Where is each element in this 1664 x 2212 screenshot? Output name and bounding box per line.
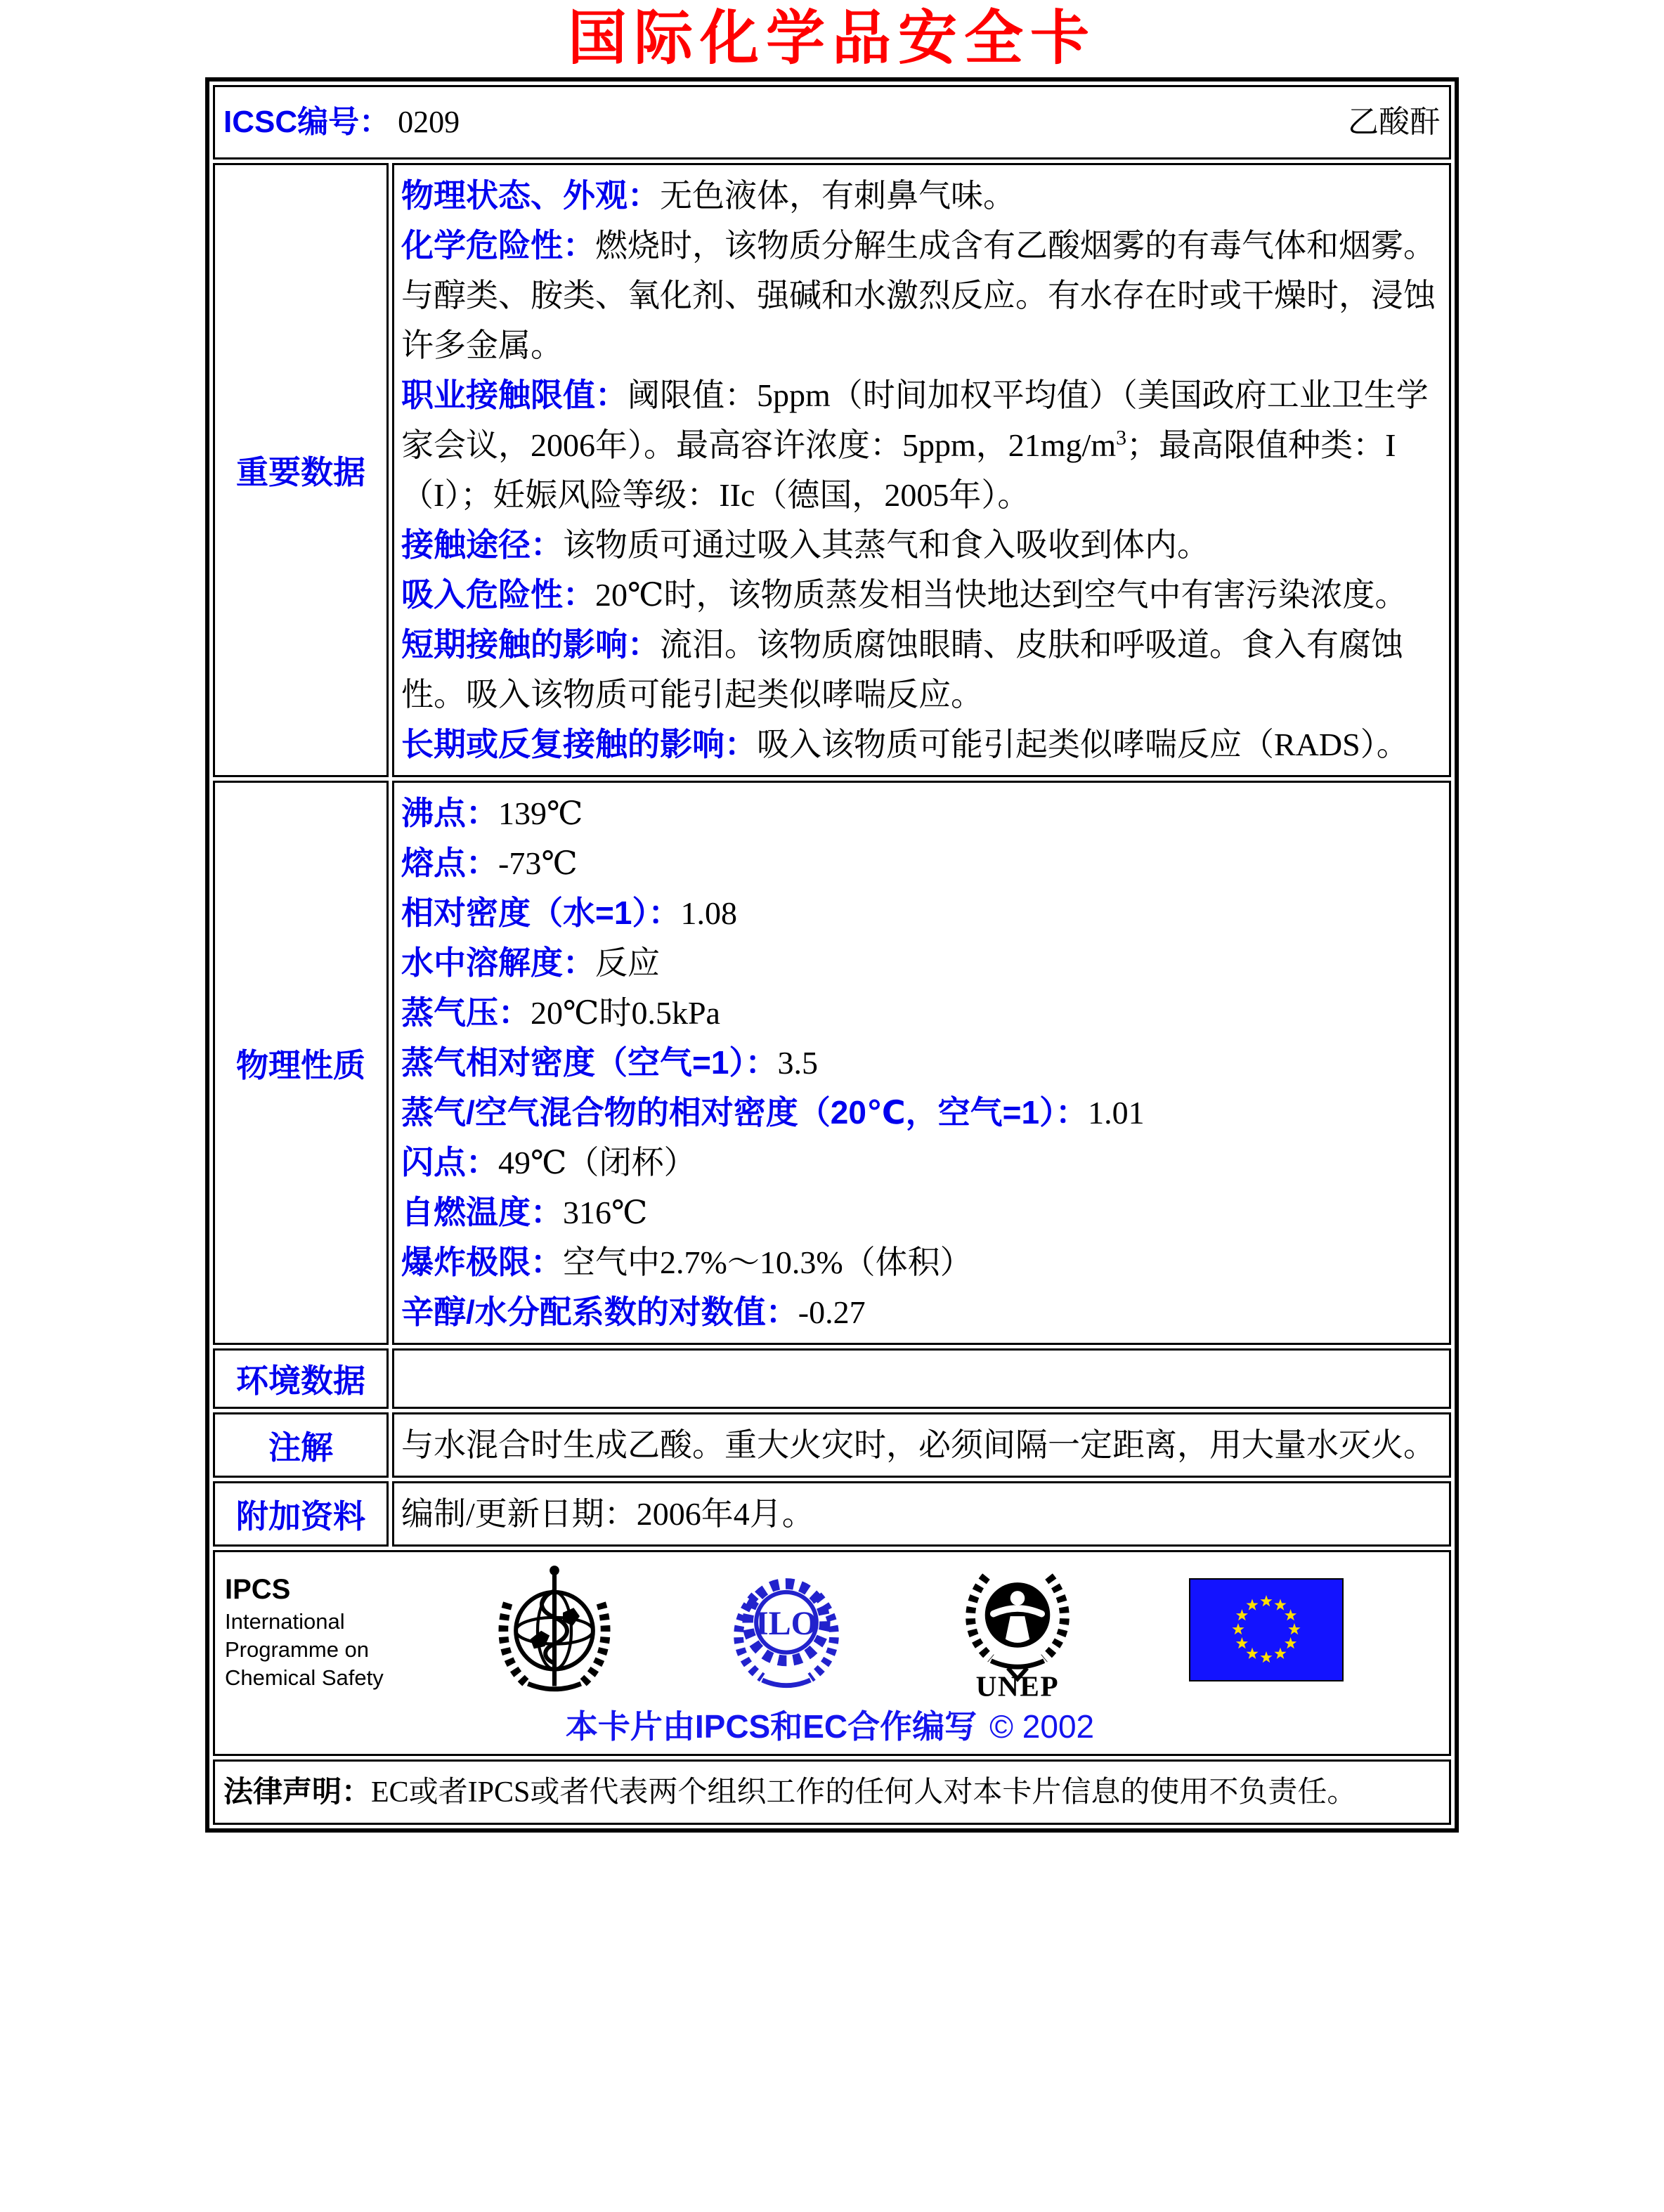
ipcs-title: IPCS — [225, 1573, 291, 1605]
environmental-data-label: 环境数据 — [213, 1348, 389, 1409]
important-data-label: 重要数据 — [213, 163, 389, 777]
eu-flag-icon — [1189, 1578, 1344, 1685]
logos-row — [213, 1550, 1451, 1756]
ilo-logo-icon — [726, 1562, 847, 1700]
physical-property-item: 水中溶解度：反应 — [401, 944, 660, 981]
physical-property-item: 相对密度（水=1）：1.08 — [401, 894, 737, 931]
page-title: 国际化学品安全卡 — [567, 6, 1096, 72]
additional-info-row — [213, 1481, 1451, 1547]
superscript-3: 3 — [1116, 426, 1127, 450]
icsc-number-label: ICSC编号： — [223, 105, 391, 139]
physical-property-item: 沸点：139℃ — [401, 795, 583, 831]
physical-property-item: 熔点：-73℃ — [401, 845, 578, 881]
cooperation-caption — [225, 1706, 1435, 1747]
important-data-item: 短期接触的影响：流泪。该物质腐蚀眼睛、皮肤和呼吸道。食入有腐蚀性。吸入该物质可能引起类似哮喘反应。 — [401, 626, 1403, 713]
physical-properties-label: 物理性质 — [213, 781, 389, 1345]
environmental-data-row — [213, 1348, 1451, 1409]
important-data-row — [213, 163, 1451, 777]
physical-property-item: 蒸气/空气混合物的相对密度（20℃，空气=1）：1.01 — [401, 1094, 1145, 1131]
icsc-number-group — [223, 101, 460, 143]
caption-text: 本卡片由IPCS和EC合作编写 — [565, 1708, 977, 1745]
unep-logo-text: UNEP — [976, 1670, 1060, 1697]
important-data-item: 长期或反复接触的影响：吸入该物质可能引起类似哮喘反应（RADS）。 — [401, 726, 1409, 762]
legal-label: 法律声明： — [223, 1775, 372, 1808]
important-data-item: 化学危险性：燃烧时，该物质分解生成含有乙酸烟雾的有毒气体和烟雾。与醇类、胺类、氧化剂、强碱和水激烈反应。有水存在时或干燥时，浸蚀许多金属。 — [401, 227, 1436, 363]
additional-info-label: 附加资料 — [213, 1481, 389, 1547]
physical-property-item: 自燃温度：316℃ — [401, 1194, 648, 1230]
unep-logo-icon — [957, 1562, 1078, 1700]
logo-strip — [225, 1562, 1435, 1700]
icsc-card-table — [205, 77, 1459, 1833]
chemical-name: 乙酸酐 — [1348, 105, 1441, 139]
legal-row — [213, 1759, 1451, 1825]
icsc-number-value: 0209 — [398, 105, 460, 139]
notes-content: 与水混合时生成乙酸。重大火灾时，必须间隔一定距离，用大量水灭火。 — [392, 1412, 1451, 1478]
important-data-item: 吸入危险性：20℃时，该物质蒸发相当快地达到空气中有害污染浓度。 — [401, 576, 1408, 613]
physical-property-item: 蒸气压：20℃时0.5kPa — [401, 994, 720, 1031]
physical-property-item: 辛醇/水分配系数的对数值：-0.27 — [401, 1294, 866, 1330]
header-row — [213, 85, 1451, 160]
ilo-logo-text: ILO — [755, 1604, 817, 1642]
physical-properties-row — [213, 781, 1451, 1345]
additional-info-content: 编制/更新日期：2006年4月。 — [392, 1481, 1451, 1547]
who-logo-icon — [494, 1562, 615, 1700]
physical-property-item: 闪点：49℃（闭杯） — [401, 1144, 696, 1180]
header-cell — [213, 85, 1451, 160]
notes-label: 注解 — [213, 1412, 389, 1478]
important-data-item: 物理状态、外观：无色液体，有刺鼻气味。 — [401, 177, 1015, 214]
copyright-text: © 2002 — [989, 1708, 1095, 1745]
physical-properties-content — [392, 781, 1451, 1345]
ipcs-text-block: IPCS International Programme on Chemical Safety — [225, 1571, 384, 1692]
environmental-data-content — [392, 1348, 1451, 1409]
physical-property-item: 蒸气相对密度（空气=1）：3.5 — [401, 1044, 818, 1081]
important-data-item: 接触途径：该物质可通过吸入其蒸气和食入吸收到体内。 — [401, 526, 1209, 563]
logos-cell — [213, 1550, 1451, 1756]
legal-text: EC或者IPCS或者代表两个组织工作的任何人对本卡片信息的使用不负责任。 — [371, 1776, 1357, 1809]
notes-row — [213, 1412, 1451, 1478]
important-data-content — [392, 163, 1451, 777]
important-data-item: 职业接触限值：阈限值：5ppm（时间加权平均值）（美国政府工业卫生学家会议，2006年）。最高容许浓度：5ppm，$21mg/m^3$；最高限值种类：I（I）；妊娠风险等级：IIc（德国，2005年）。 — [401, 377, 1429, 513]
legal-cell — [213, 1759, 1451, 1825]
physical-property-item: 爆炸极限：空气中2.7%～10.3%（体积） — [401, 1244, 973, 1280]
